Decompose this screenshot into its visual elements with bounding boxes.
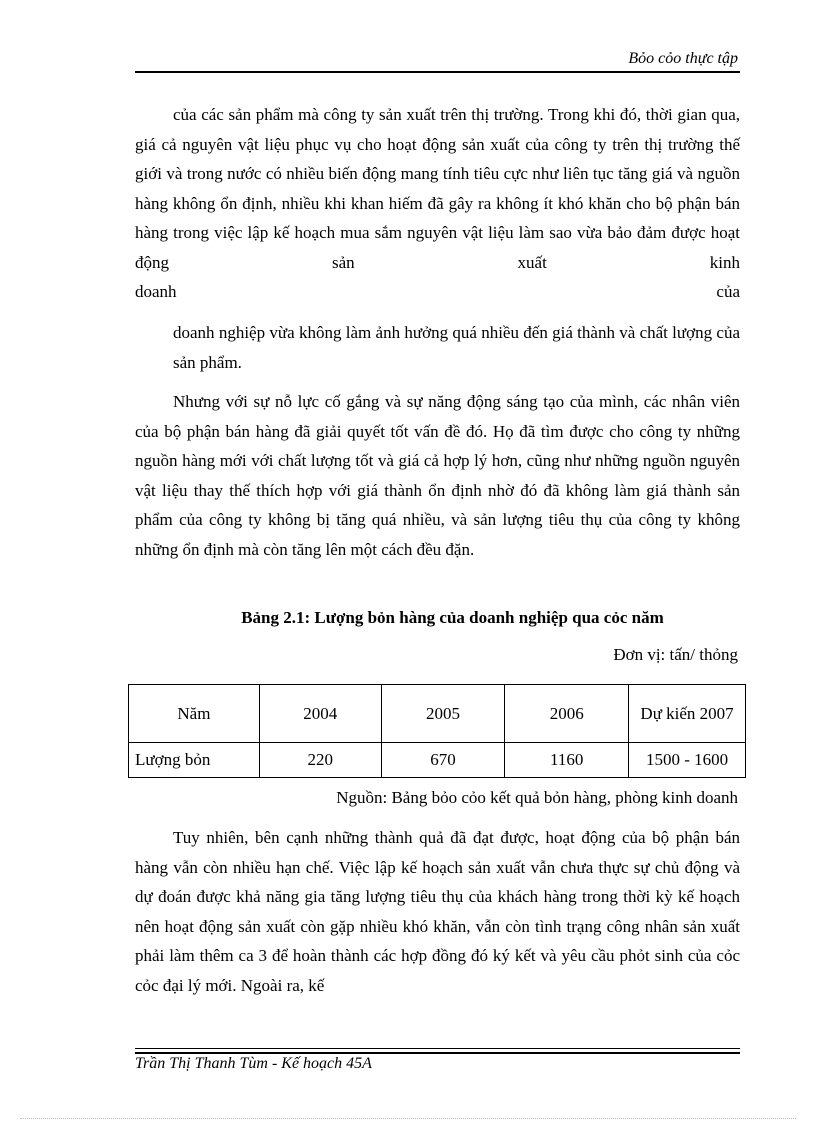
footer-rule-thick: [135, 1052, 740, 1054]
paragraph-1-last-right: của: [716, 282, 740, 301]
header-rule: [135, 71, 740, 73]
table-header-cell: Dự kiến 2007: [629, 685, 746, 743]
paragraph-4: Tuy nhiên, bên cạnh những thành quả đã đạt được, hoạt động của bộ phận bán hàng vẫn còn nhiều hạn chế. Việc lập kế hoạch sản xuất vẫn chưa thực sự chủ động và dự đoán được khả năng gia tăng lượng tiêu thụ của khách hàng trong thời kỳ kế hoạch nên hoạt động sản xuất còn gặp nhiều khó khăn, vẫn còn tình trạng công nhân sản xuất phải làm thêm ca 3 để hoàn thành các hợp đồng đó ký kết và yêu cầu phỏt sinh của cỏc cỏc đại lý mới. Ngoài ra, kế: [135, 828, 740, 995]
table-cell: 1160: [505, 743, 629, 778]
paragraph-3: Nhưng với sự nỗ lực cố gắng và sự năng động sáng tạo của mình, các nhân viên của bộ phận bán hàng đã giải quyết tốt vấn đề đó. Họ đã tìm được cho công ty những nguồn hàng mới với chất lượng tốt và giá cả hợp lý hơn, cũng như những nguồn nguyên vật liệu thay thế thích hợp với giá thành ổn định nhờ đó đã không làm giá thành sản phẩm của công ty không bị tăng quá nhiều, và sản lượng tiêu thụ của công ty không những ổn định mà còn tăng lên một cách đều đặn.: [135, 392, 740, 559]
table-cell: 220: [259, 743, 381, 778]
table-header-cell: 2006: [505, 685, 629, 743]
table-header-row: [129, 685, 746, 743]
table-header-cell: 2005: [381, 685, 505, 743]
sales-table: [128, 684, 746, 778]
footer-author: Trần Thị Thanh Tùm - Kế hoạch 45A: [135, 1055, 372, 1072]
paragraph-1-last-left: doanh: [135, 282, 177, 301]
paragraph-1: của các sản phẩm mà công ty sản xuất trên thị trường. Trong khi đó, thời gian qua, giá cả nguyên vật liệu phục vụ cho hoạt động sản xuất của công ty trên thị trường thế giới và trong nước có nhiều biến động mang tính tiêu cực như liên tục tăng giá và nguồn hàng không ổn định, nhiều khi khan hiếm đã gây ra không ít khó khăn cho bộ phận bán hàng trong việc lập kế hoạch mua sắm nguyên vật liệu làm sao vừa bảo đảm được hoạt động sản xuất kinh: [135, 105, 740, 272]
table-cell: 1500 - 1600: [629, 743, 746, 778]
page-bottom-dotted-line: [20, 1118, 796, 1119]
table-header-cell: Năm: [129, 685, 260, 743]
paragraph-2: doanh nghiệp vừa không làm ảnh hưởng quá nhiều đến giá thành và chất lượng của sản phẩm.: [173, 323, 740, 372]
table-source: Nguồn: Bảng bỏo cỏo kết quả bỏn hàng, phòng kinh doanh: [336, 788, 738, 807]
table-cell: 670: [381, 743, 505, 778]
table-row: [129, 743, 746, 778]
paragraph-1-block: [135, 100, 740, 307]
table-header-cell: 2004: [259, 685, 381, 743]
table-unit: Đơn vị: tấn/ thỏng: [613, 645, 738, 664]
footer-rule: [135, 1048, 740, 1049]
header-title: Bỏo cỏo thực tập: [628, 50, 738, 67]
table-cell: Lượng bỏn: [129, 743, 260, 778]
table-caption: Bảng 2.1: Lượng bỏn hàng của doanh nghiệp qua cỏc năm: [241, 608, 664, 627]
paragraph-1-last-line: [135, 277, 740, 307]
